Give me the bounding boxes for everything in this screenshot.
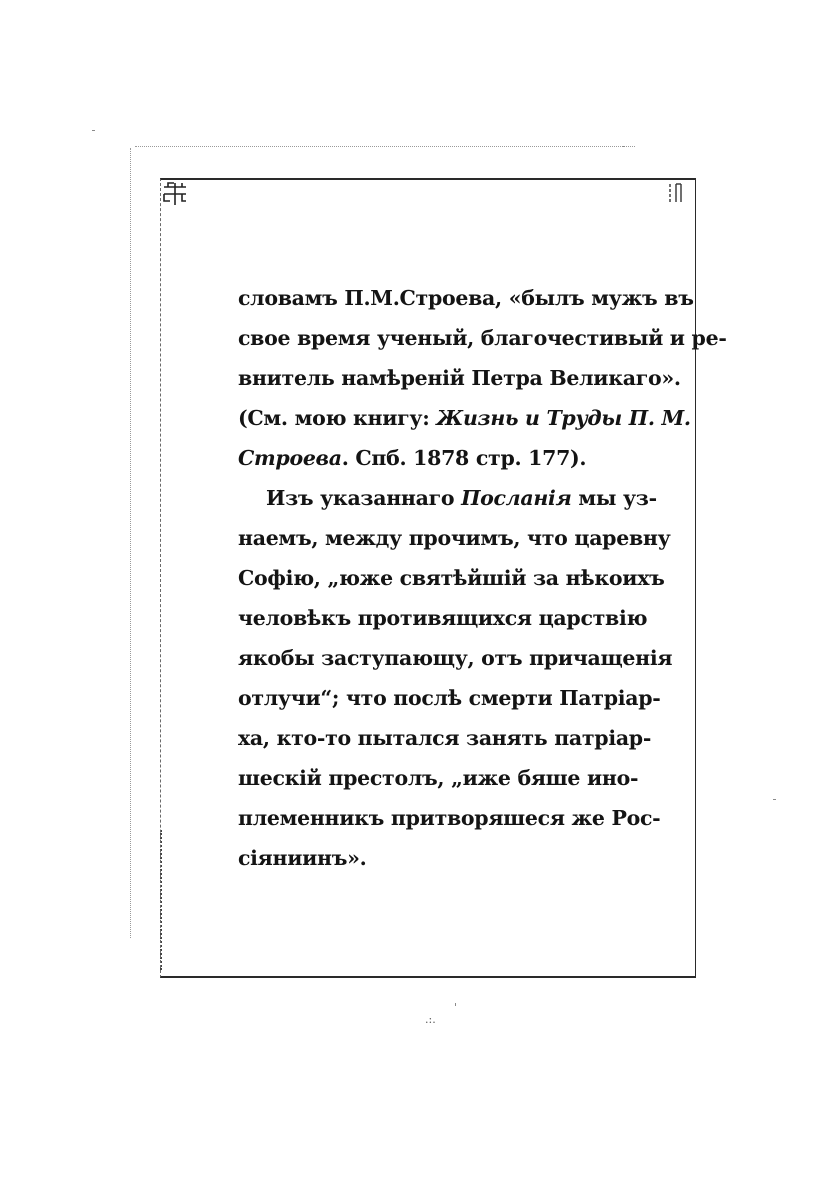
text-segment: отлучи“; что послѣ смерти Патріар- — [238, 686, 661, 710]
text-line — [238, 278, 694, 318]
scan-speck — [773, 799, 776, 800]
text-line — [238, 318, 727, 358]
text-segment: свое время ученый, благочестивый и ре- — [238, 326, 727, 350]
text-line — [238, 598, 648, 638]
scan-speck — [622, 146, 625, 147]
scan-speck — [92, 130, 95, 131]
text-segment: . Спб. 1878 стр. 177). — [341, 446, 587, 470]
text-segment: племенникъ притворяшеся же Рос- — [238, 806, 661, 830]
text-line — [238, 678, 661, 718]
text-segment: (См. мою книгу: — [238, 406, 437, 430]
page-footer-mark: .:. — [425, 1013, 436, 1026]
scan-speck — [455, 1003, 456, 1006]
text-segment: Изъ указаннаго — [266, 486, 462, 510]
text-line — [238, 838, 613, 878]
text-line — [238, 758, 639, 798]
text-line — [238, 398, 691, 438]
corner-marks-icon — [664, 182, 688, 206]
text-line — [238, 558, 665, 598]
text-segment: ха, кто-то пытался занять патріар- — [238, 726, 652, 750]
text-line — [238, 478, 657, 518]
text-segment: Софію, „юже святѣйшій за нѣкоихъ — [238, 566, 665, 590]
text-segment: Посланія — [461, 486, 572, 510]
text-line — [238, 358, 681, 398]
scan-dotted-line-left — [130, 148, 131, 938]
text-segment: якобы заступающу, отъ причащенія — [238, 646, 673, 670]
text-segment: Жизнь и Труды П. М. — [436, 406, 691, 430]
text-line — [238, 718, 652, 758]
text-segment: сіяниинъ». — [238, 846, 367, 870]
text-line — [238, 798, 661, 838]
scan-dotted-line-top — [135, 146, 635, 147]
text-segment: Строева — [238, 446, 342, 470]
text-segment: наемъ, между прочимъ, что царевну — [238, 526, 671, 550]
text-segment: словамъ П.М.Строева, «былъ мужъ въ — [238, 286, 694, 310]
text-segment: мы уз- — [571, 486, 657, 510]
text-segment: внитель намѣреній Петра Великаго». — [238, 366, 681, 390]
text-line — [238, 518, 671, 558]
text-line — [238, 438, 613, 478]
corner-ornament-icon — [162, 181, 188, 207]
text-segment: шескій престолъ, „иже бяше ино- — [238, 766, 639, 790]
text-segment: человѣкъ противящихся царствію — [238, 606, 648, 630]
text-line — [238, 638, 673, 678]
body-text — [238, 278, 727, 878]
